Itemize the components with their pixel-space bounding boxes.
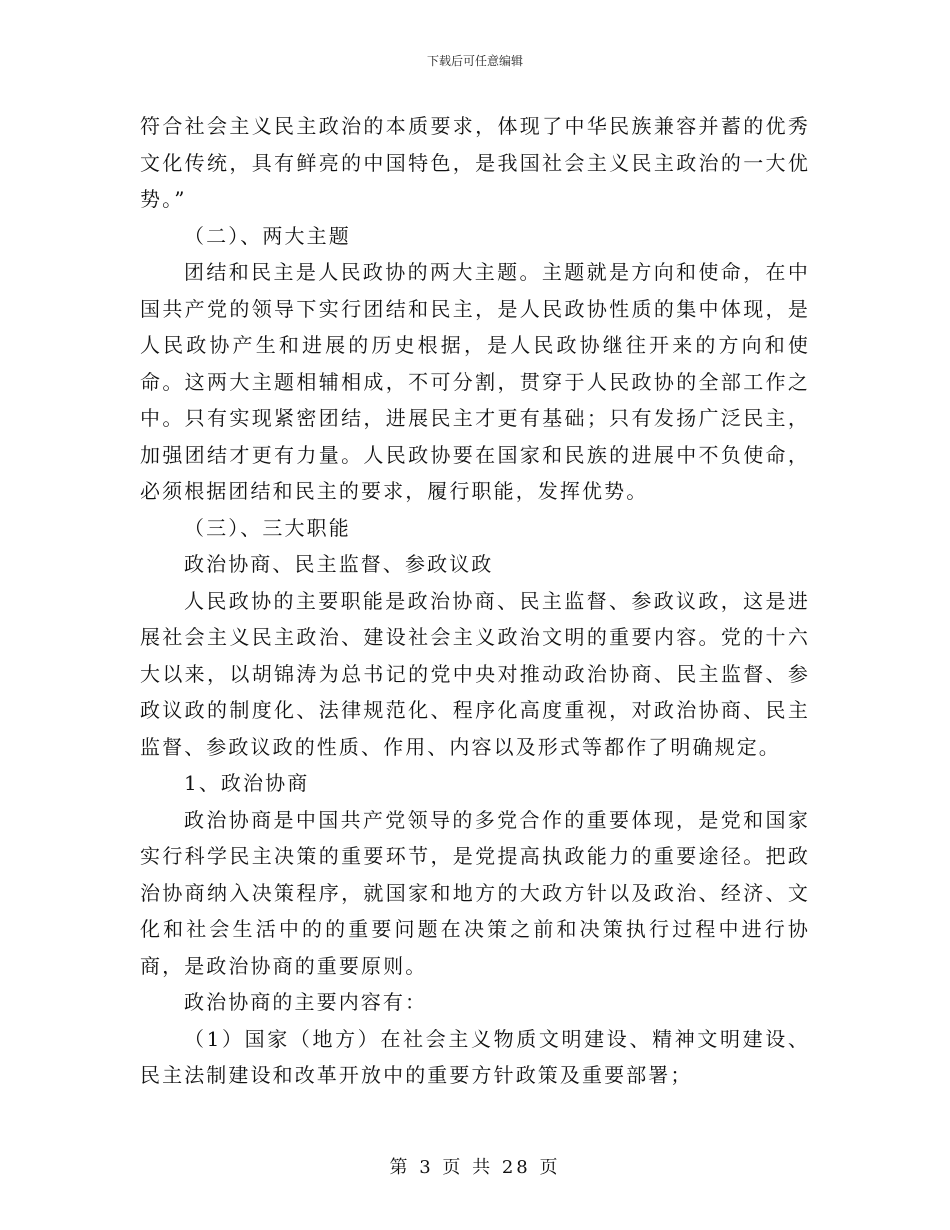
list-item: （1）国家（地方）在社会主义物质文明建设、精神文明建设、民主法制建设和改革开放中的重要方针政策及重要部署； (140, 1026, 810, 1087)
page-header: 下载后可任意编辑 (426, 54, 523, 68)
section-heading-two-themes: （二）、两大主题 (184, 223, 351, 248)
paragraph: 政治协商的主要内容有： (184, 990, 428, 1014)
subheading-political-consultation: 1、政治协商 (184, 771, 310, 795)
paragraph: 政治协商是中国共产党领导的多党合作的重要体现，是党和国家实行科学民主决策的重要环节，是党提高执政能力的重要途径。把政治协商纳入决策程序，就国家和地方的大政方针以及政治、经济、文化和社会生活中的的重要问题在决策之前和决策执行过程中进行协商，是政治协商的重要原则。 (140, 807, 810, 978)
paragraph: 符合社会主义民主政治的本质要求，体现了中华民族兼容并蓄的优秀文化传统，具有鲜亮的中国特色，是我国社会主义民主政治的一大优势。” (140, 114, 810, 211)
paragraph: 人民政协的主要职能是政治协商、民主监督、参政议政，这是进展社会主义民主政治、建设社会主义政治文明的重要内容。党的十六大以来，以胡锦涛为总书记的党中央对推动政治协商、民主监督、参政议政的制度化、法律规范化、程序化高度重视，对政治协商、民主监督、参政议政的性质、作用、内容以及形式等都作了明确规定。 (140, 588, 810, 759)
subheading-functions-list: 政治协商、民主监督、参政议政 (184, 552, 494, 576)
document-body (140, 108, 810, 1094)
paragraph: 团结和民主是人民政协的两大主题。主题就是方向和使命，在中国共产党的领导下实行团结和民主，是人民政协性质的集中体现，是人民政协产生和进展的历史根据，是人民政协继往开来的方向和使命。这两大主题相辅相成，不可分割，贯穿于人民政协的全部工作之中。只有实现紧密团结，进展民主才更有基础；只有发扬广泛民主，加强团结才更有力量。人民政协要在国家和民族的进展中不负使命，必须根据团结和民主的要求，履行职能，发挥优势。 (140, 260, 810, 503)
page-footer: 第 3 页 共 28 页 (389, 1157, 561, 1178)
section-heading-three-functions: （三）、三大职能 (184, 515, 351, 540)
